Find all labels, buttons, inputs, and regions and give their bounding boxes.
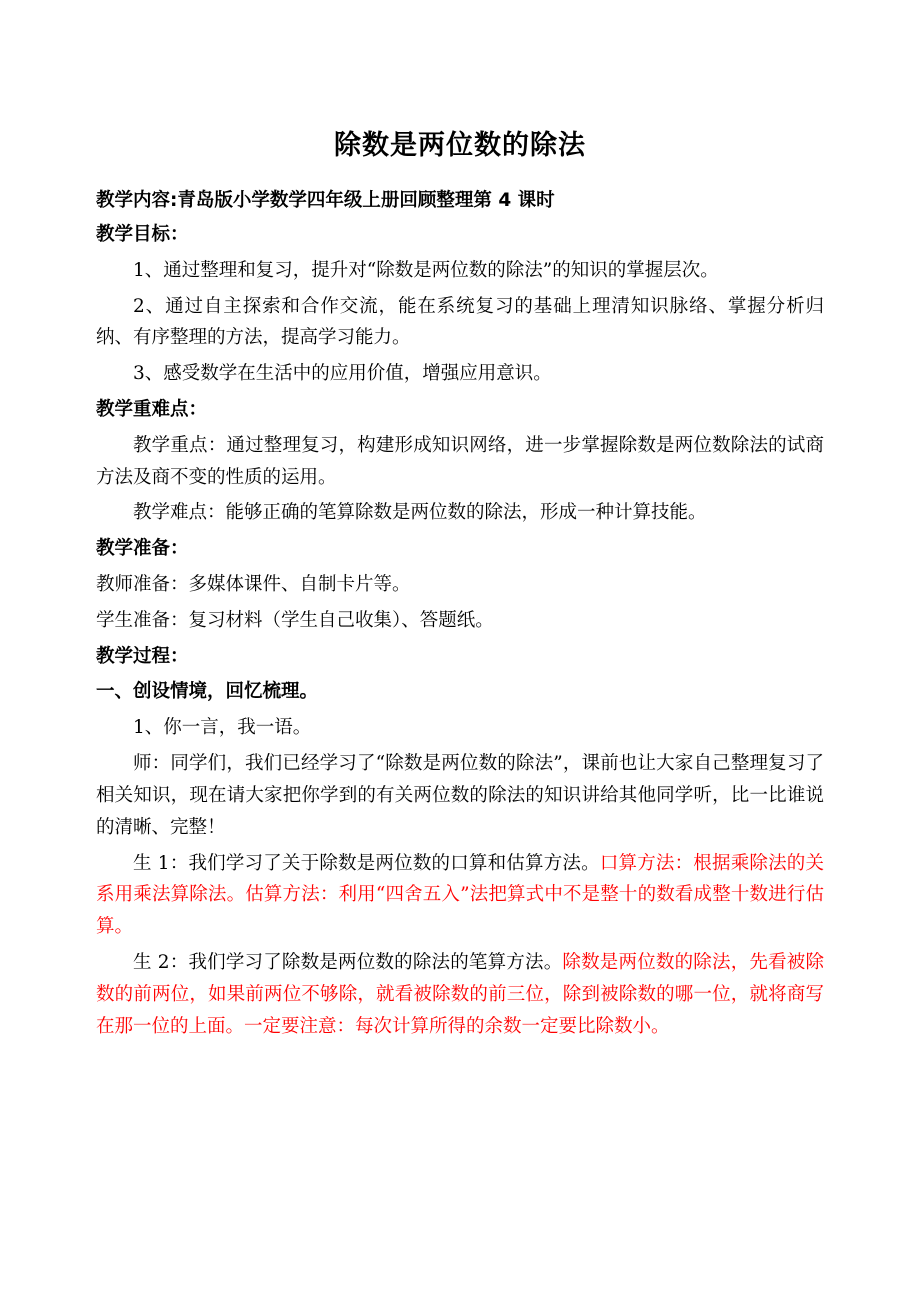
objectives-heading: 教学目标： [96, 223, 189, 245]
objective-3: 3、感受数学在生活中的应用价值，增强应用意识。 [133, 363, 552, 385]
student-1-speech-black: 生 1：我们学习了关于除数是两位数的口算和估算方法。 [133, 852, 600, 874]
student-1-speech-highlight: 口算方法：根据乘除法的关系用乘法算除法。估算方法：利用“四舍五入”法把算式中不是整十的数看成整十数进行估算。 [96, 852, 824, 938]
teacher-speech: 师：同学们，我们已经学习了“除数是两位数的除法”，课前也让大家自己整理复习了相关知识，现在请大家把你学到的有关两位数的除法的知识讲给其他同学听，比一比谁说的清晰、完整！ [96, 753, 824, 838]
student-2-speech-highlight: 除数是两位数的除法，先看被除数的前两位，如果前两位不够除，就看被除数的前三位，除到被除数的哪一位，就将商写在那一位的上面。一定要注意：每次计算所得的余数一定要比除数小。 [96, 951, 824, 1037]
objective-2: 2、通过自主探索和合作交流，能在系统复习的基础上理清知识脉络、掌握分析归纳、有序整理的方法，提高学习能力。 [96, 295, 824, 349]
teacher-preparation: 教师准备：多媒体课件、自制卡片等。 [96, 574, 411, 596]
difficult-point: 教学难点：能够正确的笔算除数是两位数的除法，形成一种计算技能。 [133, 502, 707, 524]
student-2-speech-black: 生 2：我们学习了除数是两位数的除法的笔算方法。 [133, 951, 563, 973]
section-one-heading: 一、创设情境，回忆梳理。 [96, 681, 319, 703]
page-title: 除数是两位数的除法 [334, 130, 586, 161]
teaching-content-line: 教学内容:青岛版小学数学四年级上册回顾整理第 4 课时 [96, 190, 555, 212]
key-points-heading: 教学重难点： [96, 398, 208, 420]
key-point: 教学重点：通过整理复习，构建形成知识网络，进一步掌握除数是两位数除法的试商方法及商不变的性质的运用。 [96, 434, 824, 488]
student-2-speech [96, 947, 824, 1042]
process-heading: 教学过程： [96, 645, 189, 667]
student-1-speech [96, 848, 824, 943]
objective-1: 1、通过整理和复习，提升对“除数是两位数的除法”的知识的掌握层次。 [133, 259, 719, 281]
preparation-heading: 教学准备： [96, 538, 189, 560]
activity-1: 1、你一言，我一语。 [133, 717, 312, 739]
student-preparation: 学生准备：复习材料（学生自己收集）、答题纸。 [96, 609, 494, 631]
